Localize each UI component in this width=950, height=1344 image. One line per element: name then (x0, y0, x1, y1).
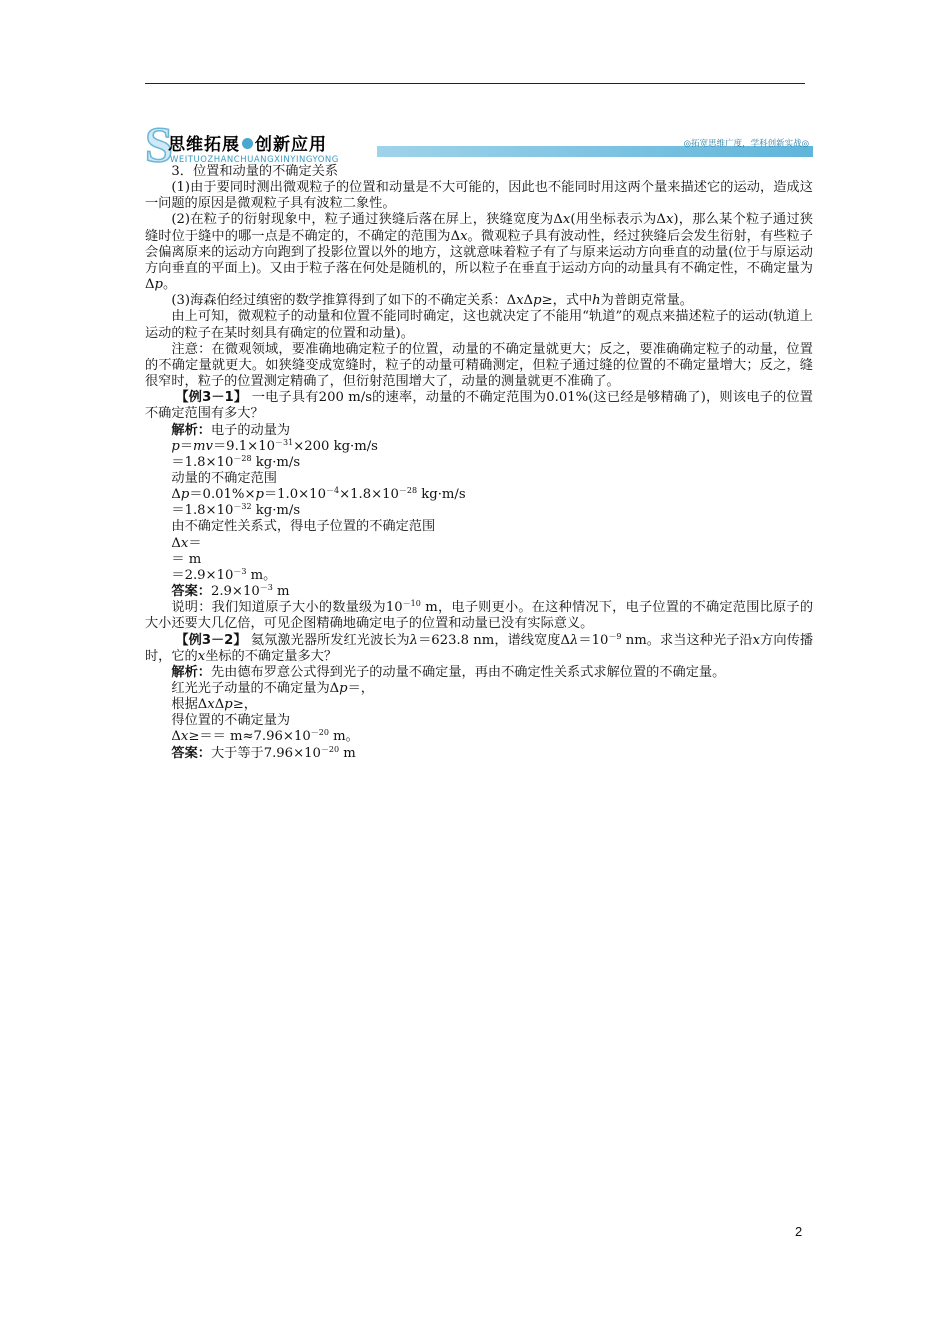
formula-line: 由不确定性关系式，得电子位置的不确定范围 (171, 519, 436, 535)
banner-title-b: 创新应用 (255, 135, 327, 155)
formula-line: $=1.8\times 10^{-28}$ kg·m/s (171, 453, 301, 470)
formula-line: $\Delta x\ge== m\approx 7.96\times 10^{-20}$ m。 (171, 728, 359, 745)
formula-line: 得位置的不确定量为 (171, 713, 291, 729)
example-3-1-question: 【例3－1】 一电子具有200 m/s的速率，动量的不确定范围为0.01%(这已经是够精确了)，则该电子的位置不确定范围有多大？ (145, 390, 813, 422)
formula-line: ＝ m (171, 551, 202, 567)
example-label: 【例3－2】 (175, 632, 247, 648)
formula-line: 红光光子动量的不确定量为Δp＝， (171, 681, 374, 696)
example-3-2-analysis: 解析：先由德布罗意公式得到光子的动量不确定量，再由不确定性关系式求解位置的不确定量。 (171, 664, 726, 680)
banner-title-a: 思维拓展 (168, 135, 240, 155)
example-3-1-analysis: 解析：电子的动量为 (171, 422, 291, 438)
formula-line: $\Delta p=0.01\%\times p=1.0\times 10^{-4}\times 1.8\times 10^{-28}$ kg·m/s (171, 486, 466, 503)
example-3-2-question: 【例3－2】 氦氖激光器所发红光波长为λ＝623.8 nm，谱线宽度$\Delta\lambda=10^{-9}$ nm。求当这种光子沿x方向传播时，它的x坐标的不确定量多大？ (145, 631, 814, 664)
banner-slogan: ◎拓宽思维广度，学科创新实战◎ (683, 139, 809, 149)
formula-line: $p=mv=9.1\times 10^{-31}\times 200$ kg·m/s (171, 437, 378, 454)
banner-subtitle: WEITUOZHANCHUANGXINYINGYONG (170, 155, 339, 165)
paragraph-3: (3)海森伯经过缜密的数学推算得到了如下的不确定关系：ΔxΔp≥，式中h为普朗克常量。 (171, 293, 693, 309)
paragraph-4: 由上可知，微观粒子的动量和位置不能同时确定，这也就决定了不能用“轨道”的观点来描述粒子的运动(轨道上运动的粒子在某时刻具有确定的位置和动量)。 (145, 309, 813, 341)
formula-line: $=2.9\times 10^{-3}$ m。 (171, 566, 277, 583)
section-heading: 3．位置和动量的不确定关系 (171, 164, 339, 179)
page-number: 2 (795, 1224, 803, 1239)
main-content (145, 164, 813, 762)
example-label: 【例3－1】 (175, 390, 248, 406)
paragraph-1: (1)由于要同时测出微观粒子的位置和动量是不大可能的，因此也不能同时用这两个量来描述它的运动，造成这一问题的原因是微观粒子具有波粒二象性。 (145, 180, 813, 212)
formula-line: 根据ΔxΔp≥， (171, 697, 257, 713)
example-3-1-note: 说明：我们知道原子大小的数量级为$10^{-10}$ m，电子则更小。在这种情况下，电子位置的不确定范围比原子的大小还要大几亿倍，可见企图精确地确定电子的位置和动量已没有实际意义。 (145, 599, 813, 632)
banner-title (168, 130, 327, 155)
banner-letter: S (145, 116, 173, 172)
formula-line: 动量的不确定范围 (171, 470, 277, 486)
formula-line: $=1.8\times 10^{-32}$ kg·m/s (171, 502, 301, 519)
header-rule (145, 83, 805, 84)
paragraph-2: (2)在粒子的衍射现象中，粒子通过狭缝后落在屏上，狭缝宽度为Δx(用坐标表示为Δx)，那么某个粒子通过狭缝时位于缝中的哪一点是不确定的，不确定的范围为Δx。微观粒子具有波动性，经过狭缝后会发生衍射，有些粒子会偏离原来的运动方向跑到了投影位置以外的地方，这就意味着粒子有了与原来运动方向垂直的动量(位于与原运动方向垂直的平面上)。又由于粒子落在何处是随机的，所以粒子在垂直于运动方向的动量具有不确定性，不确定量为Δp。 (145, 212, 813, 293)
example-3-2-answer: 答案：大于等于$7.96\times 10^{-20}$ m (171, 744, 356, 761)
example-3-1-answer: 答案：$2.9\times 10^{-3}$ m (171, 583, 290, 600)
paragraph-5: 注意：在微观领域，要准确地确定粒子的位置，动量的不确定量就更大；反之，要准确确定粒子的动量，位置的不确定量就更大。如狭缝变成宽缝时，粒子的动量可精确测定，但粒子通过缝的位置的不确定量增大；反之，缝很窄时，粒子的位置测定精确了，但衍射范围增大了，动量的测量就更不准确了。 (145, 341, 813, 390)
banner-dot-icon (242, 138, 253, 149)
formula-line: Δx＝ (171, 535, 202, 551)
